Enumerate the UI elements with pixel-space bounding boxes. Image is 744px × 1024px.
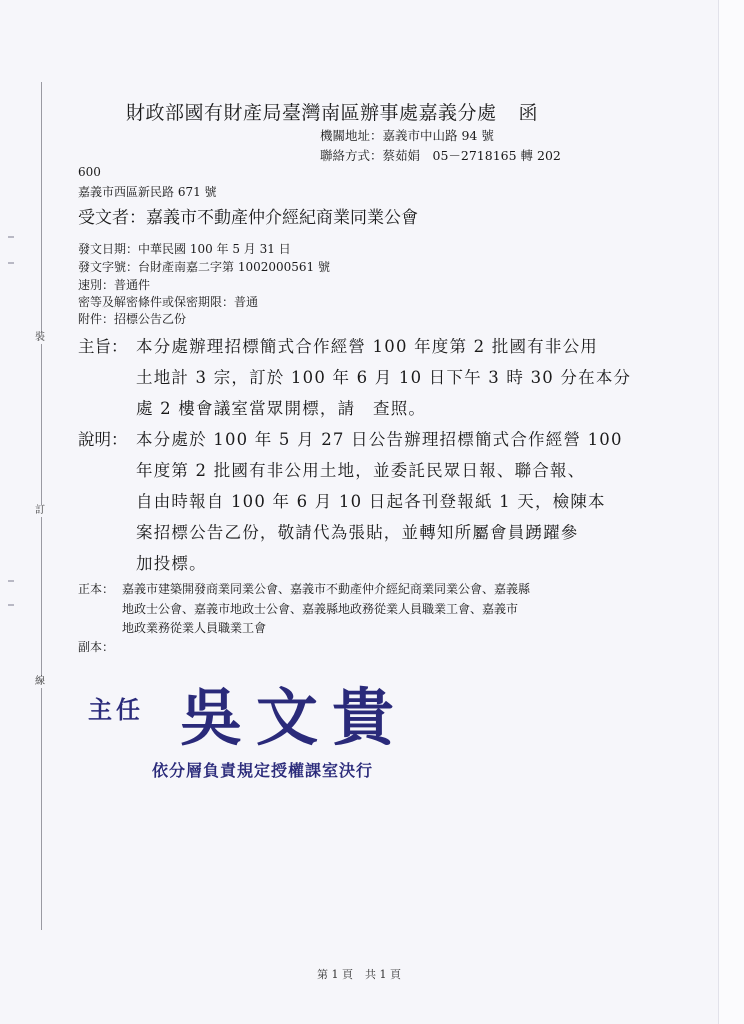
punch-mark [8,262,14,264]
page-footer [0,966,718,982]
agency-name: 財政部國有財產局臺灣南區辦事處嘉義分處 [126,102,497,124]
punch-mark [8,236,14,238]
scan-edge [718,0,744,1024]
subject-label: 主旨： [78,337,128,356]
delegation-note-stamp: 依分層負責規定授權課室決行 [152,761,374,780]
original-copies-list [122,580,642,639]
document-number: 發文字號：台財產南嘉二字第 1002000561 號 [78,260,330,274]
document-title [126,98,538,125]
agency-address: 機關地址：嘉義市中山路 94 號 [320,128,494,143]
secrecy-level: 密等及解密條件或保密期限：普通 [78,295,259,309]
subject-text [136,331,636,424]
original-copies-line: 地政士公會、嘉義市地政士公會、嘉義縣地政務從業人員職業工會、嘉義市 [122,601,519,616]
signature-name-stamp: 吳文貴 [180,681,409,754]
agency-contact: 聯絡方式：蔡茹娟 05－2718165 轉 202 [320,148,561,163]
subject-line: 土地計 3 宗，訂於 100 年 6 月 10 日下午 3 時 30 分在本分 [136,368,632,387]
explanation-line: 案招標公告乙份，敬請代為張貼，並轉知所屬會員踴躍參 [136,523,579,542]
explanation-line: 加投標。 [136,554,207,573]
punch-mark [8,604,14,606]
original-copies-line: 嘉義市建築開發商業同業公會、嘉義市不動產仲介經紀商業同業公會、嘉義縣 [122,582,531,596]
postal-code: 600 [78,165,101,179]
original-copies-line: 地政業務從業人員職業工會 [122,621,267,635]
binding-mark-zhuang: 裝 [35,332,45,343]
recipient-name: 受文者：嘉義市不動產仲介經紀商業同業公會 [78,208,418,228]
binding-mark-ding: 訂 [35,505,45,516]
explanation-line: 自由時報自 100 年 6 月 10 日起各刊登報紙 1 天，檢陳本 [136,492,606,511]
document-type: 函 [518,102,539,124]
subject-line: 處 2 樓會議室當眾開標，請 查照。 [136,399,427,418]
explanation-line: 年度第 2 批國有非公用土地，並委託民眾日報、聯合報、 [136,461,586,480]
punch-mark [8,580,14,582]
issue-date: 發文日期：中華民國 100 年 5 月 31 日 [78,242,291,256]
delivery-speed: 速別：普通件 [78,278,151,292]
signature-role: 主任 [88,695,144,724]
explanation-text [136,424,636,579]
page-number: 第 1 頁 [317,968,353,981]
attachment: 附件：招標公告乙份 [78,312,187,326]
subject-line: 本分處辦理招標簡式合作經營 100 年度第 2 批國有非公用 [136,337,598,356]
deputy-copies-label: 副本： [78,640,115,654]
recipient-address: 嘉義市西區新民路 671 號 [78,185,217,199]
explanation-label: 說明： [78,430,128,449]
explanation-line: 本分處於 100 年 5 月 27 日公告辦理招標簡式合作經營 100 [136,430,623,449]
original-copies-label: 正本： [78,582,115,596]
binding-mark-xian: 線 [35,676,45,687]
page-total: 共 1 頁 [365,968,401,981]
